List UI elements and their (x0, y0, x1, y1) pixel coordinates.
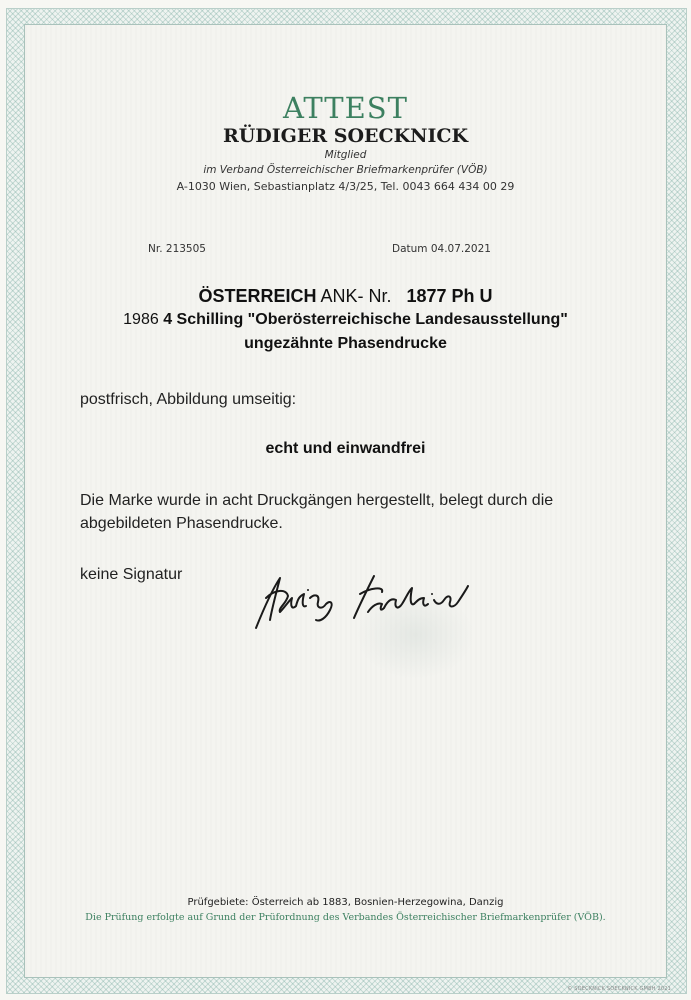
signature-note: keine Signatur (80, 566, 183, 583)
examination-scope: Prüfgebiete: Österreich ab 1883, Bosnien-Herzegowina, Danzig (187, 897, 504, 908)
examination-rules: Die Prüfung erfolgte auf Grund der Prüfordnung des Verbandes Österreichischer Briefmarkenprüfer (VÖB). (85, 912, 606, 923)
condition-text: postfrisch, Abbildung umseitig: (80, 391, 297, 408)
certificate-header (0, 92, 691, 195)
examiner-name: RÜDIGER SOECKNICK (222, 125, 469, 147)
copyright-note: © SOECKNICK SOECKNICK GMBH 2021 (567, 986, 671, 992)
certificate-date: Datum 04.07.2021 (392, 243, 491, 255)
member-label: Mitglied (324, 149, 367, 161)
item-title: 4 Schilling "Oberösterreichische Landesausstellung" (163, 311, 568, 328)
item-description (0, 284, 691, 356)
item-country: ÖSTERREICH (198, 286, 317, 306)
attest-title: ATTEST (283, 91, 408, 125)
item-title-line (0, 308, 691, 332)
item-variant: ungezähnte Phasendrucke (244, 335, 447, 352)
catalog-prefix: ANK- Nr. (320, 286, 392, 306)
handwritten-signature (250, 568, 480, 636)
item-year: 1986 (123, 311, 159, 328)
certificate-number: Nr. 213505 (148, 243, 206, 255)
catalog-number: 1877 Ph U (406, 286, 493, 306)
verdict-text: echt und einwandfrei (265, 440, 426, 457)
association-line: im Verband Österreichischer Briefmarkenprüfer (VÖB) (203, 164, 488, 176)
item-catalog-line (0, 284, 691, 308)
certificate-footer (0, 895, 691, 925)
remark-text: Die Marke wurde in acht Druckgängen hergestellt, belegt durch die abgebildeten Phasendrucke. (80, 492, 554, 532)
address-line: A-1030 Wien, Sebastianplatz 4/3/25, Tel. 0043 664 434 00 29 (176, 180, 515, 193)
